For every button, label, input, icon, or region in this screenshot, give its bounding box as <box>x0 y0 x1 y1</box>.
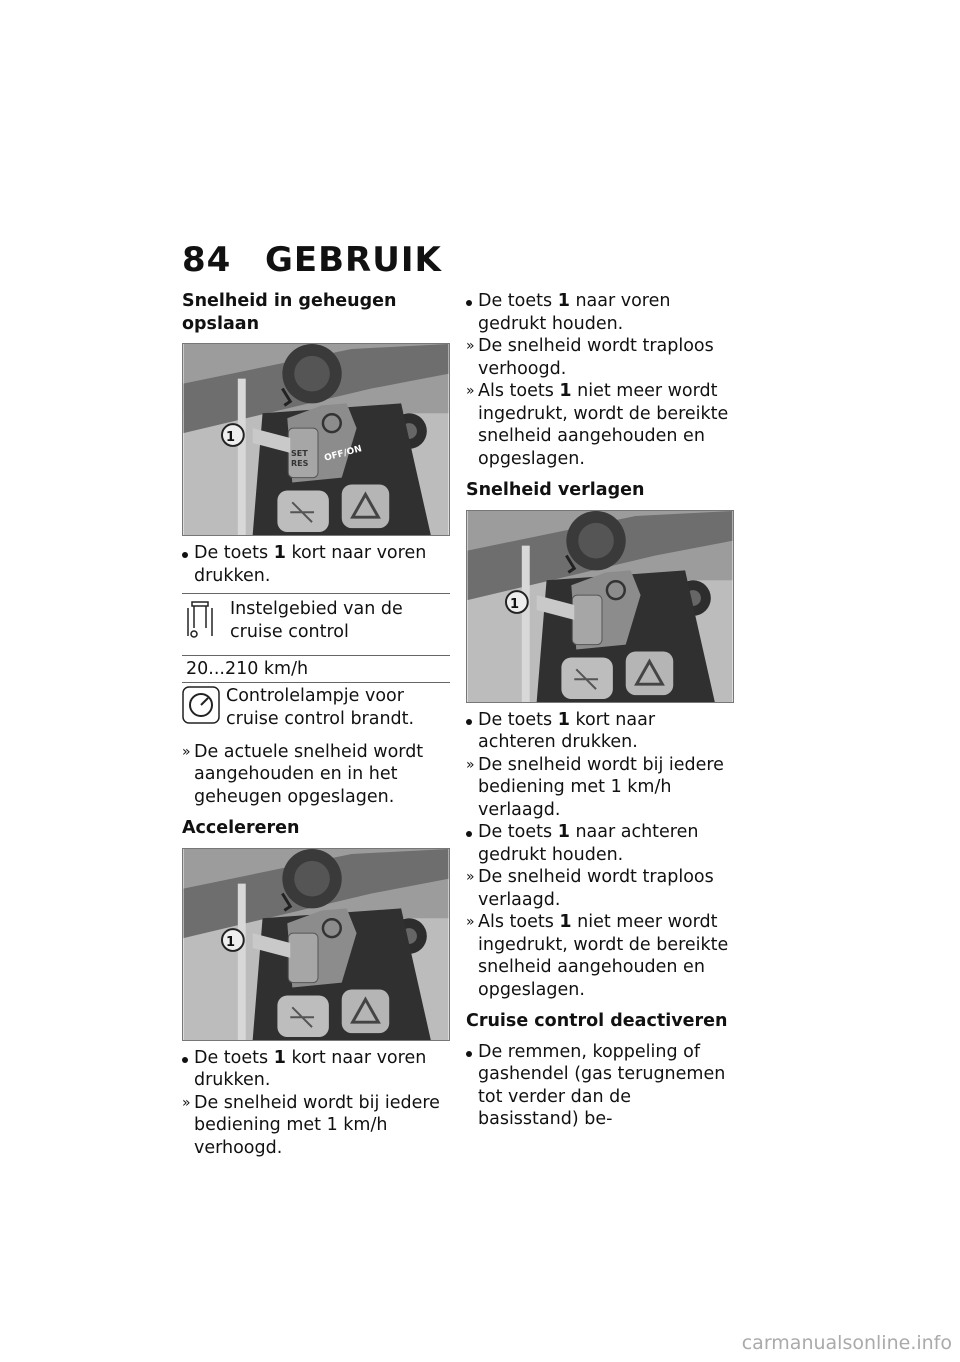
result-item: » De snelheid wordt traploos verhoogd. <box>466 336 714 379</box>
result-item: » De snelheid wordt bij iedere bediening met 1 km/h verlaagd. <box>466 754 724 820</box>
handlebar-photo <box>466 510 734 703</box>
range-icon <box>182 598 230 649</box>
indicator-note <box>182 685 450 732</box>
spec-label: Instelgebied van de cruise control <box>230 599 403 642</box>
page-number: 84 <box>182 240 232 280</box>
button-label-res: RES <box>291 459 309 468</box>
spec-table <box>182 593 450 683</box>
button-label-offon: OFF/ON <box>323 444 363 464</box>
section-title: Accelereren <box>182 818 300 838</box>
left-column <box>182 290 450 1159</box>
step-bullet: De toets 1 naar achteren gedrukt houden. <box>466 821 734 866</box>
arrow-icon: » <box>466 383 475 399</box>
step-bullet: De toets 1 kort naar voren drukken. <box>182 542 450 587</box>
cruise-control-switch-image <box>466 510 734 703</box>
section-title: Snelheid in geheugen opslaan <box>182 291 397 334</box>
callout-number: 1 <box>510 596 520 612</box>
watermark: carmanualsonline.info <box>741 1332 952 1354</box>
right-column <box>466 290 734 1131</box>
arrow-icon: » <box>466 756 475 773</box>
bullet-icon <box>182 1057 188 1063</box>
cruise-control-switch-image <box>182 848 450 1041</box>
arrow-icon: » <box>182 1094 191 1111</box>
bullet-icon <box>182 552 188 558</box>
chapter-title: GEBRUIK <box>265 240 442 280</box>
result-item: » Als toets 1 niet meer wordt ingedrukt, wordt de bereikte snelheid aangehouden en opgeslagen. <box>466 381 729 469</box>
arrow-icon: » <box>182 743 191 760</box>
button-label-set: SET <box>291 449 308 458</box>
spec-value: 20...210 km/h <box>182 655 450 683</box>
bullet-icon <box>466 719 472 725</box>
bullet-icon <box>466 1051 472 1057</box>
step-bullet: De remmen, koppeling of gashendel (gas terugnemen tot verder dan de basisstand) be- <box>466 1041 734 1131</box>
indicator-text: Controlelampje voor cruise control brandt. <box>226 686 415 729</box>
callout-number: 1 <box>226 430 236 445</box>
cruise-control-switch-image <box>182 343 450 536</box>
result-item: » De snelheid wordt traploos verlaagd. <box>466 867 714 910</box>
bullet-icon <box>466 300 472 306</box>
arrow-icon: » <box>466 869 475 885</box>
cruise-control-lamp-icon <box>182 685 226 732</box>
step-bullet: De toets 1 naar voren gedrukt houden. <box>466 290 734 335</box>
callout-number: 1 <box>226 934 236 950</box>
section-title: Snelheid verlagen <box>466 480 645 500</box>
result-item: » De actuele snelheid wordt aangehouden en in het geheugen opgeslagen. <box>182 741 424 807</box>
arrow-icon: » <box>466 338 475 354</box>
bullet-icon <box>466 831 472 837</box>
step-bullet: De toets 1 kort naar achteren drukken. <box>466 709 734 754</box>
arrow-icon: » <box>466 914 475 930</box>
section-title: Cruise control deactiveren <box>466 1011 728 1031</box>
handlebar-photo <box>182 343 450 536</box>
result-item: » De snelheid wordt bij iedere bediening met 1 km/h verhoogd. <box>182 1092 440 1158</box>
result-item: » Als toets 1 niet meer wordt ingedrukt, wordt de bereikte snelheid aangehouden en opgeslagen. <box>466 912 729 1000</box>
step-bullet: De toets 1 kort naar voren drukken. <box>182 1047 450 1092</box>
handlebar-photo <box>182 848 450 1041</box>
